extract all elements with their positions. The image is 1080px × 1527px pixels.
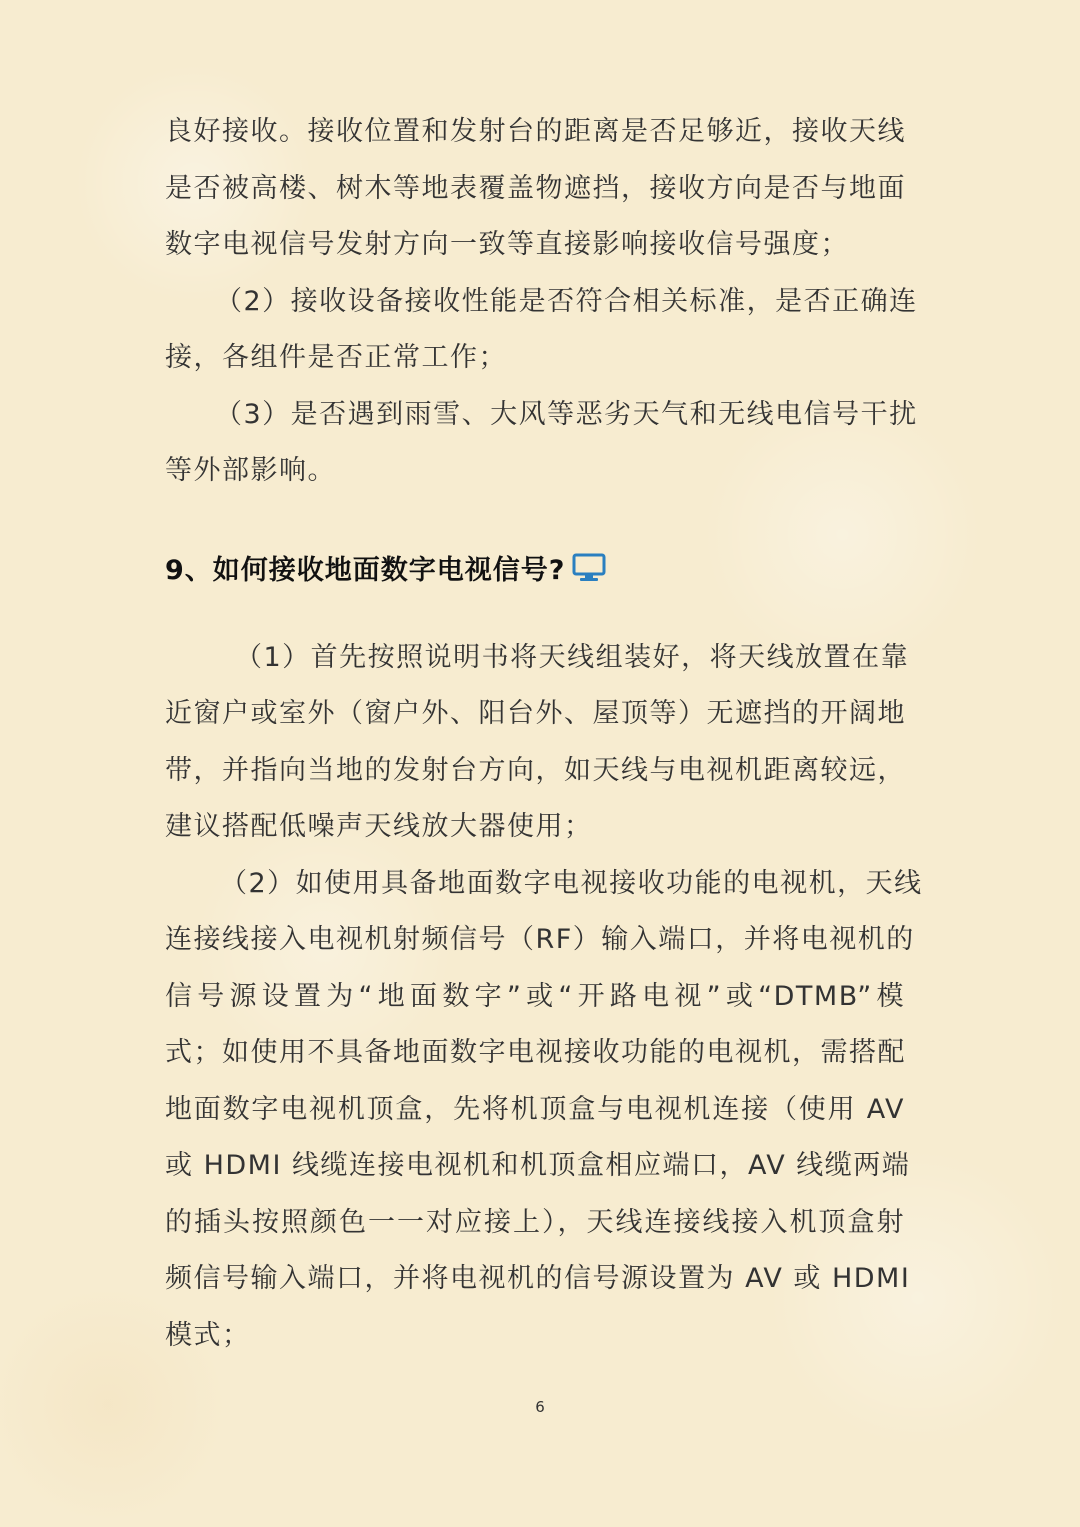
paragraph-line: 是否被高楼、树木等地表覆盖物遮挡，接收方向是否与地面 xyxy=(165,173,906,204)
paragraph-line: 模式； xyxy=(165,1320,251,1351)
paragraph-line: （2）如使用具备地面数字电视接收功能的电视机，天线 xyxy=(220,868,923,899)
tv-icon xyxy=(571,551,607,583)
paragraph-line: 或 HDMI 线缆连接电视机和机顶盒相应端口，AV 线缆两端 xyxy=(165,1150,911,1181)
paragraph-line: 式；如使用不具备地面数字电视接收功能的电视机，需搭配 xyxy=(165,1037,906,1068)
page-number: 6 xyxy=(535,1398,545,1416)
paragraph-line: 等外部影响。 xyxy=(165,455,336,486)
paragraph-line: 建议搭配低噪声天线放大器使用； xyxy=(165,811,593,842)
paragraph-line: 良好接收。接收位置和发射台的距离是否足够近，接收天线 xyxy=(165,116,906,147)
paragraph-line: 数字电视信号发射方向一致等直接影响接收信号强度； xyxy=(165,229,849,260)
paragraph-line: 信号源设置为“地面数字”或“开路电视”或“DTMB”模 xyxy=(165,981,905,1012)
paragraph-line: 地面数字电视机顶盒，先将机顶盒与电视机连接（使用 AV xyxy=(165,1094,905,1125)
paragraph-line: 近窗户或室外（窗户外、阳台外、屋顶等）无遮挡的开阔地 xyxy=(165,698,906,729)
paragraph-line: 带，并指向当地的发射台方向，如天线与电视机距离较远， xyxy=(165,755,906,786)
paragraph-line: （2）接收设备接收性能是否符合相关标准，是否正确连 xyxy=(215,286,918,317)
paragraph-line: 频信号输入端口，并将电视机的信号源设置为 AV 或 HDMI xyxy=(165,1263,911,1294)
section-heading-text: 9、如何接收地面数字电视信号? xyxy=(165,554,566,586)
paragraph-line: （1）首先按照说明书将天线组装好，将天线放置在靠 xyxy=(235,642,910,673)
section-heading xyxy=(165,545,607,589)
paragraph-line: 接，各组件是否正常工作； xyxy=(165,342,507,373)
paragraph-line: （3）是否遇到雨雪、大风等恶劣天气和无线电信号干扰 xyxy=(215,399,918,430)
paragraph-line: 连接线接入电视机射频信号（RF）输入端口，并将电视机的 xyxy=(165,924,915,955)
paragraph-line: 的插头按照颜色一一对应接上），天线连接线接入机顶盒射 xyxy=(165,1207,905,1238)
